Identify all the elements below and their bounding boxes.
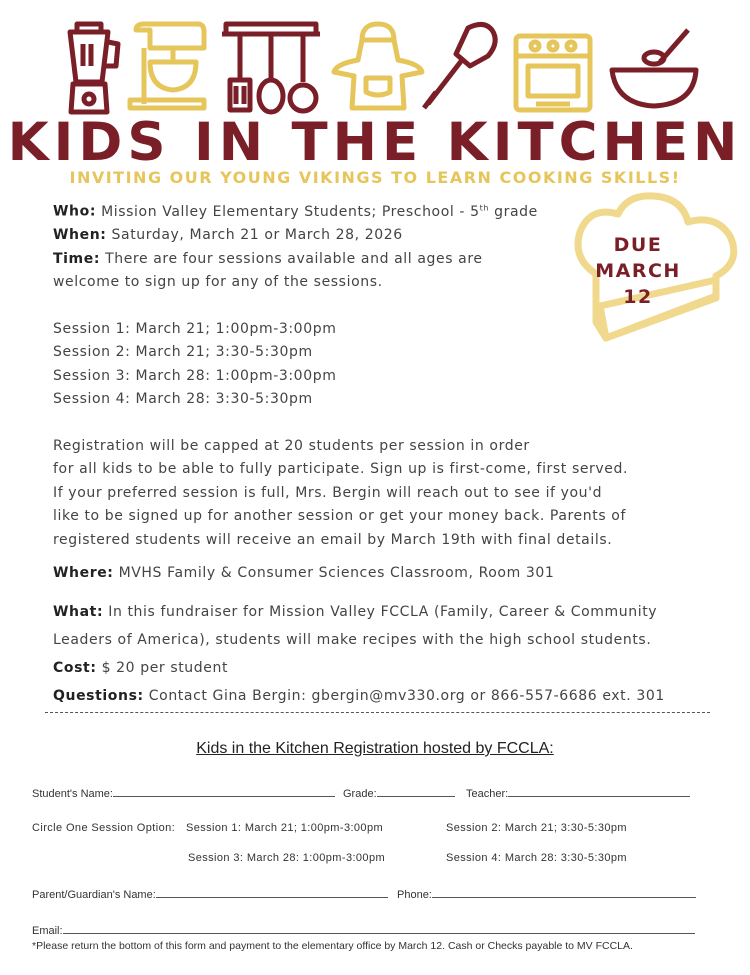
teacher-row — [466, 785, 690, 800]
phone-row — [397, 886, 696, 901]
what-label: What: — [53, 603, 104, 620]
session-option-4[interactable]: Session 4: March 28: 3:30-5:30pm — [446, 852, 627, 864]
what-row — [53, 598, 733, 626]
session-option-3[interactable]: Session 3: March 28: 1:00pm-3:00pm — [188, 852, 386, 864]
apron-icon — [334, 24, 422, 108]
teacher-label: Teacher: — [466, 788, 509, 800]
due-badge-line3: 12 — [623, 286, 653, 308]
questions-value: Contact Gina Bergin: gbergin@mv330.org or 866-557-6686 ext. 301 — [148, 687, 665, 704]
time-value: There are four sessions available and all ages are — [105, 250, 483, 267]
email-label: Email: — [32, 925, 63, 937]
parent-name-field[interactable] — [156, 886, 388, 898]
stand-mixer-icon — [130, 24, 204, 108]
cost-value: $ 20 per student — [101, 659, 229, 676]
page-subtitle: INVITING OUR YOUNG VIKINGS TO LEARN COOKING SKILLS! — [69, 168, 681, 187]
session-1: Session 1: March 21; 1:00pm-3:00pm — [53, 320, 337, 337]
where-row — [53, 562, 733, 586]
event-details — [53, 196, 733, 710]
student-name-field[interactable] — [113, 785, 335, 797]
grade-field[interactable] — [377, 785, 455, 797]
who-row — [53, 196, 733, 224]
what-value: In this fundraiser for Mission Valley FCCLA (Family, Career & Community — [108, 603, 658, 620]
where-label: Where: — [53, 565, 114, 582]
session-3: Session 3: March 28: 1:00pm-3:00pm — [53, 367, 337, 384]
session-2: Session 2: March 21; 3:30-5:30pm — [53, 344, 313, 361]
session-option-1[interactable]: Session 1: March 21; 1:00pm-3:00pm — [186, 822, 384, 834]
email-field[interactable] — [63, 922, 695, 934]
due-badge-line2: MARCH — [595, 260, 681, 282]
email-row — [32, 922, 695, 937]
when-value: Saturday, March 21 or March 28, 2026 — [111, 227, 403, 244]
questions-row — [53, 682, 733, 710]
student-name-label: Student's Name: — [32, 788, 113, 800]
registration-line-3: If your preferred session is full, Mrs. Bergin will reach out to see if you'd — [53, 484, 603, 501]
grade-label: Grade: — [343, 788, 377, 800]
when-row — [53, 224, 733, 248]
time-row — [53, 248, 733, 272]
who-value-text: Mission Valley Elementary Students; Preschool - 5 — [101, 203, 480, 220]
who-value-sup: th — [479, 203, 490, 212]
utensil-rack-icon — [222, 24, 320, 112]
grade-row — [343, 785, 455, 800]
page-title: KIDS IN THE KITCHEN — [7, 112, 743, 173]
questions-label: Questions: — [53, 687, 144, 704]
session-4: Session 4: March 28: 3:30-5:30pm — [53, 391, 313, 408]
blender-icon — [70, 24, 118, 112]
who-label: Who: — [53, 203, 97, 220]
time-value-line2: welcome to sign up for any of the sessions. — [53, 274, 383, 291]
form-title: Kids in the Kitchen Registration hosted by FCCLA: — [196, 740, 554, 757]
when-label: When: — [53, 227, 107, 244]
kitchen-icons-row — [0, 0, 750, 120]
who-value-post: grade — [489, 203, 538, 220]
parent-label: Parent/Guardian's Name: — [32, 889, 156, 901]
where-value: MVHS Family & Consumer Sciences Classroom, Room 301 — [118, 565, 555, 582]
due-badge-line1: DUE — [613, 234, 663, 256]
oven-icon — [516, 36, 590, 110]
parent-row — [32, 886, 388, 901]
phone-label: Phone: — [397, 889, 432, 901]
cost-label: Cost: — [53, 659, 97, 676]
student-name-row — [32, 785, 335, 800]
registration-line-5: registered students will receive an email by March 19th with final details. — [53, 531, 613, 548]
registration-line-1: Registration will be capped at 20 students per session in order — [53, 437, 530, 454]
registration-line-2: for all kids to be able to fully participate. Sign up is first-come, first served. — [53, 461, 629, 478]
registration-line-4: like to be signed up for another session or get your money back. Parents of — [53, 508, 626, 525]
footer-note: *Please return the bottom of this form and payment to the elementary office by March 12. Cash or Checks payable to MV FCCLA. — [32, 940, 633, 952]
session-option-2[interactable]: Session 2: March 21; 3:30-5:30pm — [446, 822, 627, 834]
who-value — [101, 204, 538, 220]
mixing-bowl-icon — [612, 30, 696, 106]
time-label: Time: — [53, 250, 101, 267]
circle-label: Circle One Session Option: — [32, 822, 176, 834]
cost-row — [53, 654, 733, 682]
spatula-icon — [424, 24, 495, 108]
what-value-line2: Leaders of America), students will make recipes with the high school students. — [53, 631, 652, 648]
teacher-field[interactable] — [508, 785, 690, 797]
phone-field[interactable] — [432, 886, 696, 898]
cut-line — [45, 712, 710, 713]
